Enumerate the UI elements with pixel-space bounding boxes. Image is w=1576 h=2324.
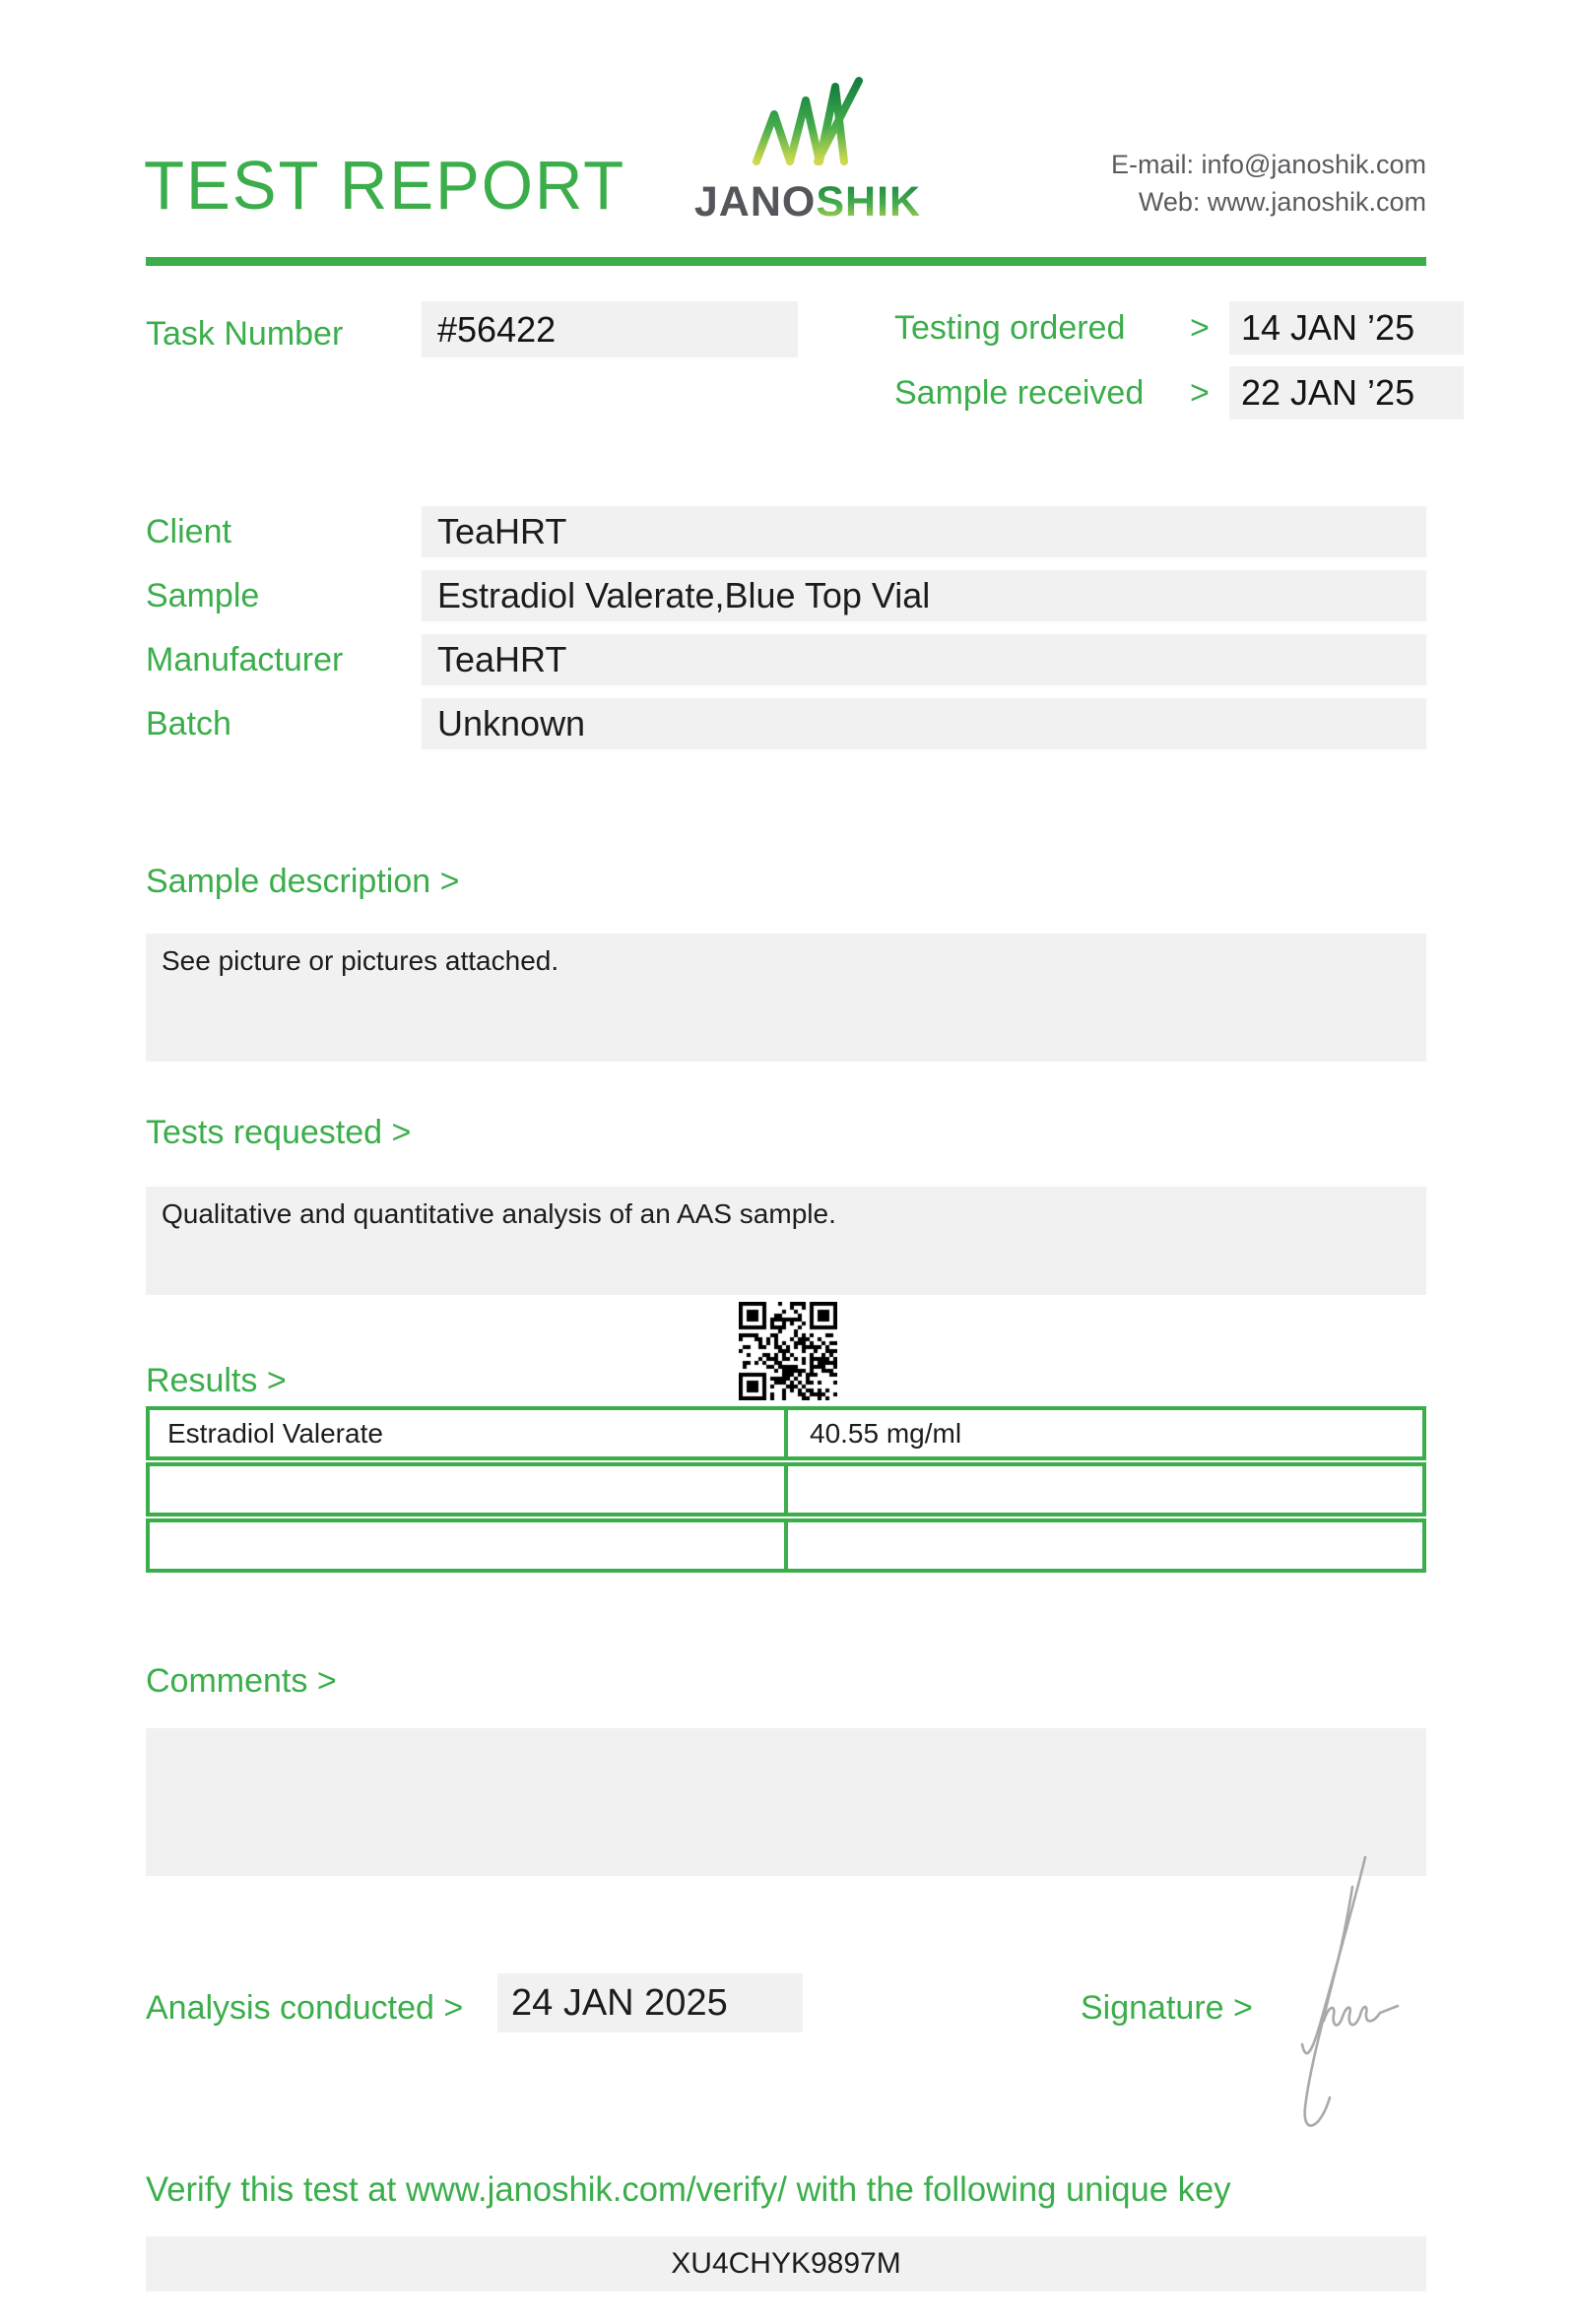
client-label: Client	[146, 512, 231, 550]
verify-key: XU4CHYK9897M	[146, 2236, 1426, 2292]
signature-label: Signature >	[1081, 1989, 1253, 2027]
chart-peaks-icon	[749, 77, 867, 167]
arrow-glyph: >	[1190, 308, 1210, 347]
detail-row-batch	[146, 698, 1426, 749]
analysis-date: 24 JAN 2025	[497, 1973, 803, 2033]
sample-value: Estradiol Valerate,Blue Top Vial	[422, 570, 1426, 621]
comments-box	[146, 1728, 1426, 1876]
testing-ordered-label: Testing ordered	[894, 308, 1126, 347]
contact-web: Web: www.janoshik.com	[1138, 187, 1426, 217]
qr-code	[739, 1302, 837, 1400]
verify-instruction: Verify this test at www.janoshik.com/verify/ with the following unique key	[146, 2170, 1231, 2209]
result-row	[146, 1406, 1426, 1460]
arrow-glyph: >	[1190, 373, 1210, 412]
sample-received-row	[894, 366, 1464, 420]
comments-label: Comments >	[146, 1662, 337, 1700]
result-row	[146, 1462, 1426, 1517]
sample-label: Sample	[146, 576, 260, 614]
sample-description-box: See picture or pictures attached.	[146, 934, 1426, 1062]
signature-image	[1269, 1849, 1431, 2140]
janoshik-logo	[680, 77, 936, 226]
testing-ordered-date: 14 JAN ’25	[1229, 301, 1464, 355]
task-number-value: #56422	[422, 301, 798, 357]
tests-requested-label: Tests requested >	[146, 1114, 412, 1151]
testing-ordered-row	[894, 301, 1464, 355]
detail-row-client	[146, 506, 1426, 557]
client-value: TeaHRT	[422, 506, 1426, 557]
analysis-conducted-label: Analysis conducted >	[146, 1989, 464, 2027]
result-value	[788, 1466, 1422, 1513]
result-substance	[150, 1466, 788, 1513]
sample-description-label: Sample description >	[146, 863, 460, 900]
batch-value: Unknown	[422, 698, 1426, 749]
result-value: 40.55 mg/ml	[810, 1418, 962, 1449]
sample-received-label: Sample received	[894, 373, 1145, 412]
result-row	[146, 1518, 1426, 1573]
results-table	[146, 1406, 1426, 1575]
task-number-label: Task Number	[146, 315, 344, 353]
detail-row-sample	[146, 570, 1426, 621]
contact-email: E-mail: info@janoshik.com	[1110, 150, 1426, 179]
logo-text-shik: SHIK	[816, 178, 922, 226]
batch-label: Batch	[146, 704, 231, 742]
manufacturer-value: TeaHRT	[422, 634, 1426, 685]
logo-text-jano: JANO	[693, 178, 817, 226]
result-value	[788, 1522, 1422, 1569]
results-label: Results >	[146, 1362, 287, 1399]
tests-requested-box: Qualitative and quantitative analysis of an AAS sample.	[146, 1187, 1426, 1295]
header-divider	[146, 257, 1426, 266]
contact-info	[1111, 146, 1426, 221]
logo-wordmark	[680, 178, 936, 226]
sample-details	[146, 506, 1426, 749]
result-substance	[150, 1522, 788, 1569]
page-title: TEST REPORT	[144, 147, 626, 224]
detail-row-manufacturer	[146, 634, 1426, 685]
sample-received-date: 22 JAN ’25	[1229, 366, 1464, 420]
manufacturer-label: Manufacturer	[146, 640, 344, 678]
result-substance: Estradiol Valerate	[150, 1410, 788, 1456]
